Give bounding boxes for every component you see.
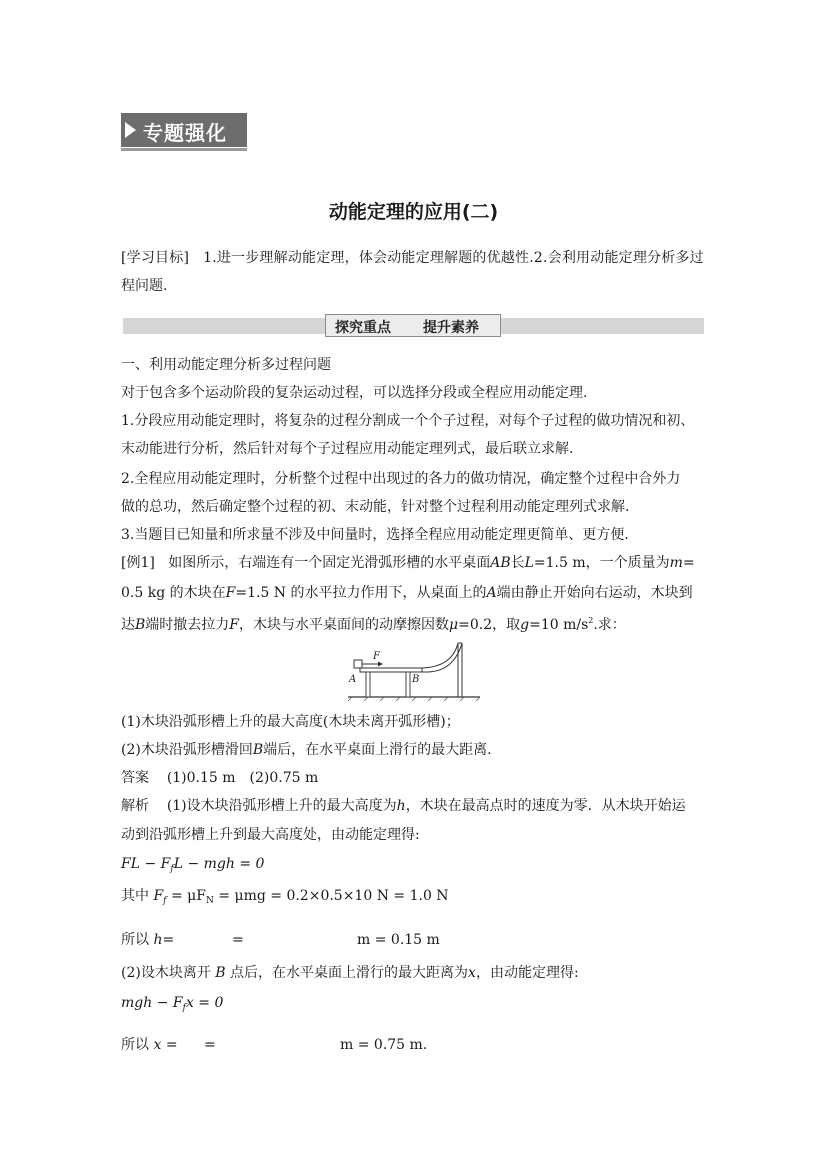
example-text: 达 [121,617,135,633]
example-text: =10 m/s [529,617,589,633]
var-mu: μ [449,617,459,633]
label-f: F [373,651,380,662]
var-a: A [486,585,497,601]
equation-3 [121,930,174,950]
example-text: ，木块与水平桌面间的动摩擦因数 [239,617,450,633]
eq-part: 所以 [121,932,149,948]
label-b: B [412,674,420,685]
var-m: m [669,555,683,571]
banner-label: 专题强化 [143,121,227,145]
analysis-text: (2)设木块离开 [121,965,211,981]
arc-track [422,643,462,697]
example-text: 如图所示，右端连有一个固定光滑弧形槽的水平桌面 [168,555,491,571]
play-triangle-icon [125,122,136,138]
intro-text: 对于包含多个运动阶段的复杂运动过程，可以选择分段或全程应用动能定理. [121,385,588,401]
var-h: h [396,798,406,814]
section-header-box [325,314,501,337]
example-line-2 [121,583,693,603]
var-x: x [153,1037,162,1053]
analysis-line-1 [121,796,686,816]
analysis-text: (1)设木块沿弧形槽上升的最大高度为 [166,798,397,814]
equation-2 [121,886,449,911]
section-heading: 一、利用动能定理分析多过程问题 [121,357,331,373]
point-2-line-2: 做的总功，然后确定整个过程的初、末动能，针对整个过程利用动能定理列式求解. [121,499,630,515]
table-leg-left [366,672,370,697]
example-text: 端时撤去拉力 [145,617,230,633]
point-3-line-1: 3.当题目已知量和所求量不涉及中间量时，选择全程应用动能定理更简单、更方便. [121,527,629,543]
var-b: B [215,965,226,981]
eq-part: L − mgh = 0 [173,856,265,872]
incline-track-figure [348,641,482,703]
equation-3-result: m = 0.15 m [357,932,440,948]
equation-3-eq: = [232,932,244,948]
table-top [360,668,422,672]
arrow-head-icon [378,662,383,667]
point-2-line-1: 2.全程应用动能定理时，分析整个过程中出现过的各力的做功情况，确定整个过程中合外力 [121,471,681,487]
subscript: f [182,1003,186,1013]
var-ab: AB [490,555,511,571]
wood-block [354,660,362,668]
example-text: 0.5 kg 的木块在 [121,585,226,601]
objectives-label: [学习目标] [121,250,190,266]
banner-underline [121,148,247,151]
eq-part: = μmg = 0.2×0.5×10 N = 1.0 N [218,888,449,904]
point-1-line-1: 1.分段应用动能定理时，将复杂的过程分割成一个个子过程，对每个子过程的做功情况和初、 [121,413,695,429]
eq-part: x = 0 [185,995,224,1011]
analysis-label: 解析 [121,798,149,814]
subscript: f [170,864,174,874]
example-text: =1.5 m，一个质量为 [533,555,670,571]
var-g: g [520,617,530,633]
var-f: F [229,617,240,633]
eq-part: = [162,932,175,948]
eq-part: = [165,1037,178,1053]
analysis-text: ，木块在最高点时的速度为零．从木块开始运 [405,798,686,814]
superscript: 2 [588,616,594,625]
example-text: .求： [593,617,626,633]
subscript: f [163,896,167,906]
analysis-q2-line [121,963,579,983]
example-label: [例1] [121,555,155,571]
analysis-text: ，由动能定理得: [475,965,579,981]
example-line-1 [121,553,695,573]
question-text: 端后，在水平桌面上滑行的最大距离. [263,742,492,758]
equation-1 [121,854,264,879]
var-b: B [135,617,146,633]
subscript: N [205,896,214,906]
equation-5 [121,1035,178,1055]
question-text: (2)木块沿弧形槽滑回 [121,742,253,758]
answer-line [121,768,318,788]
question-1: (1)木块沿弧形槽上升的最大高度(木块未离开弧形槽)； [121,714,460,730]
answer-label: 答案 [121,770,149,786]
section-banner [121,113,247,147]
equation-5-result: m = 0.75 m. [340,1037,428,1053]
example-text: 端由静止开始向右运动，木块到 [496,585,693,601]
question-2 [121,740,492,760]
table-leg-right [406,672,410,697]
example-line-3 [121,611,626,635]
var-x: x [468,965,476,981]
var-b: B [252,742,264,758]
analysis-text: 点后，在水平桌面上滑行的最大距离为 [230,965,469,981]
objectives-line-2: 程问题. [121,278,168,294]
eq-part: 其中 [121,888,149,904]
objectives-text-1: 1.进一步理解动能定理，体会动能定理解题的优越性.2.会利用动能定理分析多过 [203,250,704,266]
equation-5-eq: = [204,1037,216,1053]
point-1-line-2: 末动能进行分析，然后针对每个子过程应用动能定理列式，最后联立求解. [121,441,574,457]
var-f: F [225,585,236,601]
example-text: = [682,555,695,571]
var-l: L [524,555,534,571]
answer-text: (1)0.15 m (2)0.75 m [166,770,319,786]
eq-part: mgh − F [121,995,183,1011]
eq-part: 所以 [121,1037,149,1053]
var-f: F [153,888,164,904]
objectives-line-1 [121,248,704,268]
eq-part: FL − F [121,856,171,872]
label-a: A [349,674,357,685]
equation-4 [121,993,223,1018]
section-header-right: 提升素养 [423,320,479,336]
example-text: =1.5 N 的水平拉力作用下，从桌面上的 [235,585,487,601]
example-text: =0.2，取 [458,617,521,633]
section-header-left: 探究重点 [335,320,391,336]
var-h: h [153,932,163,948]
example-text: 长 [510,555,525,571]
analysis-line-2: 动到沿弧形槽上升到最大高度处，由动能定理得: [121,827,420,843]
eq-part: = μF [170,888,206,904]
page-title: 动能定理的应用(二) [328,201,499,223]
